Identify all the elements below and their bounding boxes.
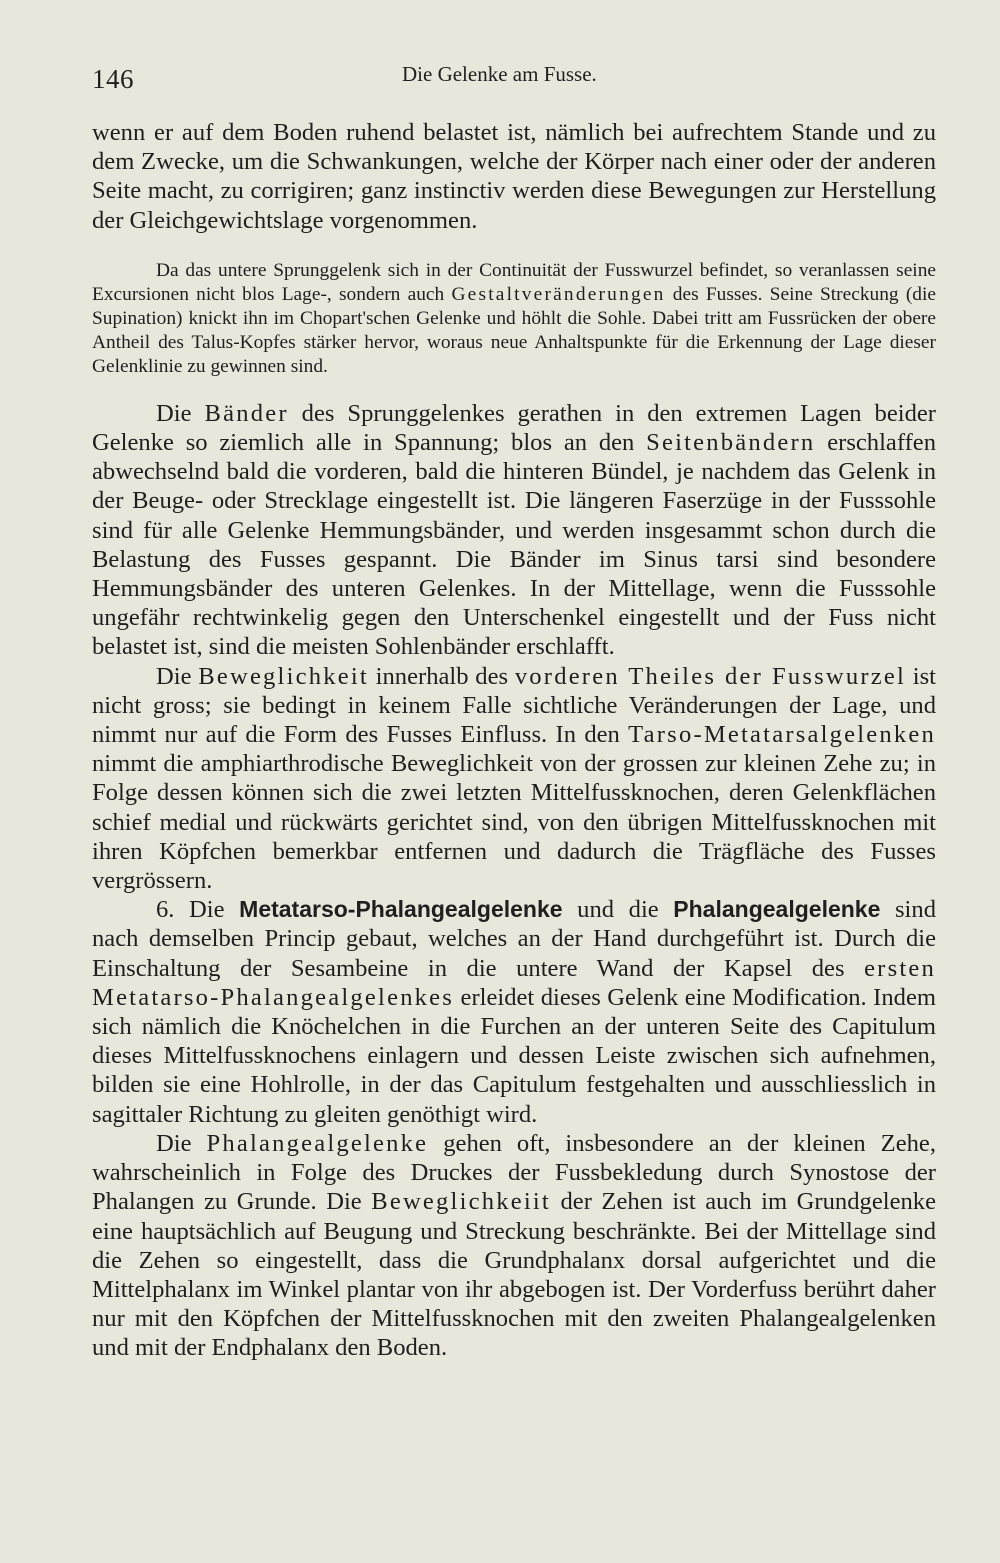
page-number: 146 (92, 64, 134, 94)
text-run: erschlaffen abwechselnd bald die vorderen, bald die hinteren Bündel, je nachdem das Gelenk in der Beuge- oder Strecklage eingestellt ist. Die längeren Faserzüge in der Fusssohle sind für alle Gelenke Hemmungsbänder, und werden insgesammt schon durch die Belastung des Fusses gespannt. Die Bänder im Sinus tarsi sind besondere Hemmungsbänder des unteren Gelenkes. In der Mittellage, wenn die Fusssohle ungefähr rechtwinkelig gegen den Unterschenkel eingestellt und der Fuss nicht belastet ist, sind die meisten Sohlenbänder erschlafft. (92, 429, 936, 661)
paragraph-3 (92, 399, 936, 662)
paragraph-2-small-print (92, 259, 936, 379)
emphasis-spaced: Phalangealgelenke (206, 1129, 429, 1157)
text-run: gehen oft, insbesondere an der kleinen Zehe, wahrscheinlich in Folge des Druckes der Fussbekledung durch Synostose der Phalangen zu Grunde. Die (92, 1129, 936, 1216)
emphasis-spaced: vorderen Theiles der Fusswurzel (514, 662, 907, 690)
running-title: Die Gelenke am Fusse. (402, 62, 597, 86)
text-run: Die (156, 399, 205, 427)
text-run: innerhalb des (368, 662, 515, 690)
emphasis-spaced: Beweglichkeiit (371, 1188, 551, 1216)
text-run: sind nach demselben Princip gebaut, welches an der Hand durchgeführt ist. Durch die Einschaltung der Sesambeine in die untere Wand der Kapsel des (92, 896, 936, 982)
emphasis-spaced: Bänder (204, 399, 289, 427)
emphasis-spaced: Tarso-Metatarsalgelenken (628, 721, 936, 749)
text-run: erleidet dieses Gelenk eine Modification. Indem sich nämlich die Knöchelchen in die Furchen an der unteren Seite des Capitulum dieses Mittelfussknochens einlagern und dessen Leiste zwischen sich aufnehmen, bilden sie eine Hohlrolle, in der das Capitulum festgehalten und ausschliesslich in sagittaler Richtung zu gleiten genöthigt wird. (92, 983, 936, 1128)
emphasis-bold: Metatarso-Phalangealgelenke (239, 896, 563, 923)
paragraph-6 (92, 1129, 936, 1363)
paragraph-1-text: wenn er auf dem Boden ruhend belastet ist, nämlich bei aufrechtem Stande und zu dem Zwecke, um die Schwankungen, welche der Körper nach einer oder der anderen Seite macht, zu corrigiren; ganz instinctiv werden diese Bewegungen zur Herstellung der Gleichgewichtslage vorgenommen. (92, 119, 936, 234)
paragraph-4 (92, 662, 936, 896)
emphasis-spaced: ersten Metatarso-Phalangealgelenkes (92, 954, 936, 1011)
body-text (92, 118, 936, 1363)
text-run: Die (156, 662, 199, 690)
text-run: Da das untere Sprunggelenk sich in der Continuität der Fusswurzel befindet, so veranlassen seine Excursionen nicht blos Lage-, sondern auch (92, 259, 936, 305)
paragraph-1 (92, 118, 936, 235)
page-header (92, 58, 936, 102)
text-run: 6. Die (156, 896, 240, 924)
emphasis-spaced: Beweglichkeit (198, 662, 369, 690)
text-run: der Zehen ist auch im Grundgelenke eine hauptsächlich auf Beugung und Streckung beschränkte. Bei der Mittellage sind die Zehen so eingestellt, dass die Grundphalanx dorsal aufgerichtet und die Mittelphalanx im Winkel plantar von ihr abgebogen ist. Der Vorderfuss berührt daher nur mit den Köpfchen der Mittelfussknochen mit den zweiten Phalangealgelenken und mit der Endphalanx den Boden. (92, 1188, 936, 1362)
emphasis-spaced: Gestaltveränderungen (451, 283, 666, 305)
text-run: ist nicht gross; sie bedingt in keinem Falle sichtliche Veränderungen der Lage, und nimmt nur auf die Form des Fusses Einfluss. In den (92, 662, 936, 749)
text-run: nimmt die amphiarthrodische Beweglichkeit von der grossen zur kleinen Zehe zu; in Folge dessen können sich die zwei letzten Mittelfussknochen, deren Gelenkflächen schief medial und rückwärts gerichtet sind, von den übrigen Mittelfussknochen mit ihren Köpfchen bemerkbar entfernen und dadurch die Trägfläche des Fusses vergrössern. (92, 750, 936, 895)
emphasis-bold: Phalangealgelenke (673, 896, 881, 923)
emphasis-spaced: Seitenbändern (646, 429, 816, 457)
paragraph-5 (92, 895, 936, 1129)
text-run: Die (156, 1129, 207, 1157)
text-run: und die (562, 896, 674, 924)
text-run: des Sprunggelenkes gerathen in den extremen Lagen beider Gelenke so ziemlich alle in Spannung; blos an den (92, 399, 936, 457)
text-run: des Fusses. Seine Streckung (die Supination) knickt ihn im Chopart'schen Gelenke und höhlt die Sohle. Dabei tritt am Fussrücken der obere Antheil des Talus-Kopfes stärker hervor, woraus neue Anhaltspunkte für die Erkennung der Lage dieser Gelenklinie zu gewinnen sind. (92, 283, 936, 377)
